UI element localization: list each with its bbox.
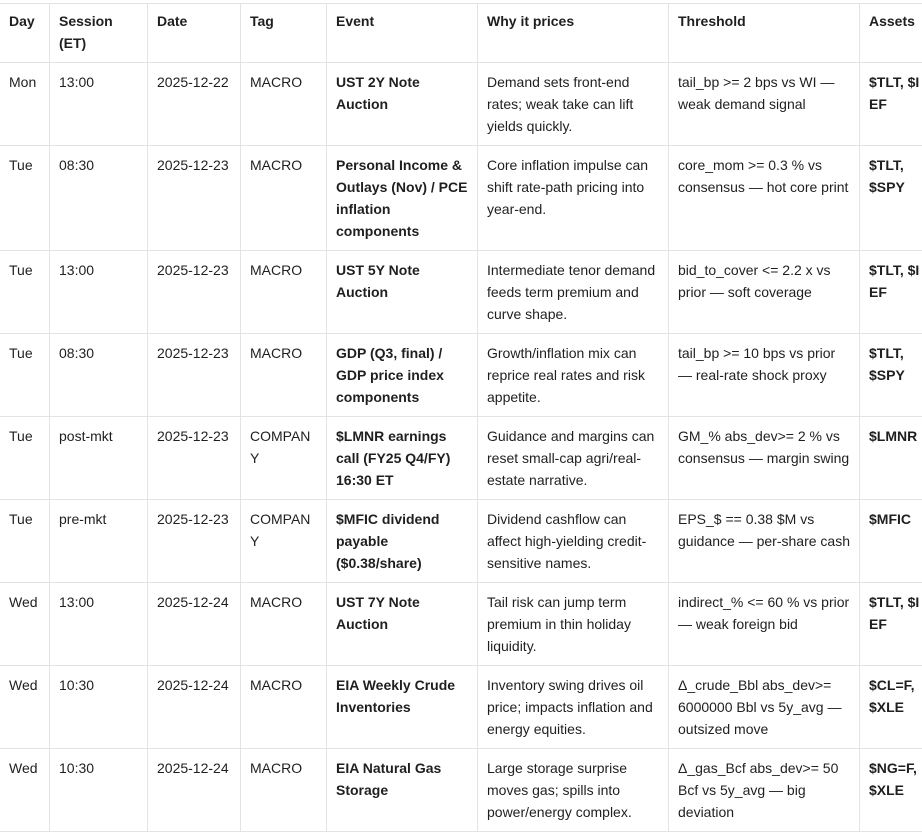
cell-session: pre-mkt <box>50 500 148 583</box>
cell-session: 13:00 <box>50 583 148 666</box>
cell-why: Demand sets front-end rates; weak take can lift yields quickly. <box>478 63 669 146</box>
cell-date: 2025-12-24 <box>148 666 241 749</box>
cell-date: 2025-12-24 <box>148 583 241 666</box>
cell-date: 2025-12-23 <box>148 146 241 251</box>
cell-threshold: GM_% abs_dev>= 2 % vs consensus — margin swing <box>669 417 860 500</box>
cell-session: 08:30 <box>50 146 148 251</box>
cell-event: $LMNR earnings call (FY25 Q4/FY) 16:30 ET <box>327 417 478 500</box>
cell-why: Large storage surprise moves gas; spills into power/energy complex. <box>478 749 669 832</box>
cell-tag: MACRO <box>241 583 327 666</box>
cell-assets: $MFIC <box>860 500 922 583</box>
cell-event: EIA Natural Gas Storage <box>327 749 478 832</box>
cell-date: 2025-12-24 <box>148 749 241 832</box>
cell-tag: MACRO <box>241 146 327 251</box>
header-session: Session (ET) <box>50 4 148 63</box>
cell-threshold: Δ_crude_Bbl abs_dev>= 6000000 Bbl vs 5y_avg — outsized move <box>669 666 860 749</box>
cell-why: Core inflation impulse can shift rate-path pricing into year-end. <box>478 146 669 251</box>
cell-day: Tue <box>0 146 50 251</box>
table-row <box>0 583 922 666</box>
table-row <box>0 417 922 500</box>
events-table <box>0 3 922 832</box>
cell-why: Growth/inflation mix can reprice real rates and risk appetite. <box>478 334 669 417</box>
cell-day: Tue <box>0 500 50 583</box>
cell-why: Guidance and margins can reset small-cap agri/real-estate narrative. <box>478 417 669 500</box>
cell-tag: MACRO <box>241 334 327 417</box>
cell-assets: $LMNR <box>860 417 922 500</box>
cell-date: 2025-12-23 <box>148 334 241 417</box>
cell-event: Personal Income & Outlays (Nov) / PCE inflation components <box>327 146 478 251</box>
header-threshold: Threshold <box>669 4 860 63</box>
cell-assets: $TLT, $IEF <box>860 583 922 666</box>
header-why: Why it prices <box>478 4 669 63</box>
cell-session: 08:30 <box>50 334 148 417</box>
cell-assets: $TLT, $SPY <box>860 146 922 251</box>
header-assets: Assets <box>860 4 922 63</box>
cell-day: Tue <box>0 251 50 334</box>
table-row <box>0 749 922 832</box>
cell-day: Mon <box>0 63 50 146</box>
cell-session: 10:30 <box>50 749 148 832</box>
cell-tag: MACRO <box>241 666 327 749</box>
table-row <box>0 500 922 583</box>
cell-event: UST 7Y Note Auction <box>327 583 478 666</box>
table-row <box>0 146 922 251</box>
cell-assets: $TLT, $IEF <box>860 251 922 334</box>
cell-day: Wed <box>0 749 50 832</box>
cell-threshold: core_mom >= 0.3 % vs consensus — hot core print <box>669 146 860 251</box>
cell-day: Wed <box>0 666 50 749</box>
cell-threshold: indirect_% <= 60 % vs prior — weak foreign bid <box>669 583 860 666</box>
table-row <box>0 63 922 146</box>
cell-event: EIA Weekly Crude Inventories <box>327 666 478 749</box>
table-row <box>0 666 922 749</box>
table-row <box>0 251 922 334</box>
table-row <box>0 334 922 417</box>
cell-event: UST 2Y Note Auction <box>327 63 478 146</box>
cell-date: 2025-12-22 <box>148 63 241 146</box>
cell-assets: $CL=F, $XLE <box>860 666 922 749</box>
cell-event: GDP (Q3, final) / GDP price index components <box>327 334 478 417</box>
header-tag: Tag <box>241 4 327 63</box>
cell-assets: $TLT, $SPY <box>860 334 922 417</box>
cell-date: 2025-12-23 <box>148 251 241 334</box>
cell-why: Dividend cashflow can affect high-yielding credit-sensitive names. <box>478 500 669 583</box>
cell-why: Inventory swing drives oil price; impacts inflation and energy equities. <box>478 666 669 749</box>
table-header-row <box>0 4 922 63</box>
cell-tag: COMPANY <box>241 500 327 583</box>
cell-session: 13:00 <box>50 63 148 146</box>
cell-session: 10:30 <box>50 666 148 749</box>
header-date: Date <box>148 4 241 63</box>
cell-session: 13:00 <box>50 251 148 334</box>
cell-assets: $TLT, $IEF <box>860 63 922 146</box>
cell-threshold: tail_bp >= 2 bps vs WI — weak demand signal <box>669 63 860 146</box>
cell-threshold: bid_to_cover <= 2.2 x vs prior — soft coverage <box>669 251 860 334</box>
cell-day: Tue <box>0 417 50 500</box>
cell-tag: MACRO <box>241 251 327 334</box>
cell-threshold: Δ_gas_Bcf abs_dev>= 50 Bcf vs 5y_avg — big deviation <box>669 749 860 832</box>
cell-date: 2025-12-23 <box>148 500 241 583</box>
cell-day: Wed <box>0 583 50 666</box>
cell-threshold: EPS_$ == 0.38 $M vs guidance — per-share cash <box>669 500 860 583</box>
cell-threshold: tail_bp >= 10 bps vs prior — real-rate shock proxy <box>669 334 860 417</box>
cell-day: Tue <box>0 334 50 417</box>
cell-tag: COMPANY <box>241 417 327 500</box>
header-day: Day <box>0 4 50 63</box>
cell-why: Tail risk can jump term premium in thin holiday liquidity. <box>478 583 669 666</box>
cell-event: $MFIC dividend payable ($0.38/share) <box>327 500 478 583</box>
cell-event: UST 5Y Note Auction <box>327 251 478 334</box>
header-event: Event <box>327 4 478 63</box>
cell-tag: MACRO <box>241 749 327 832</box>
cell-date: 2025-12-23 <box>148 417 241 500</box>
cell-why: Intermediate tenor demand feeds term premium and curve shape. <box>478 251 669 334</box>
cell-tag: MACRO <box>241 63 327 146</box>
cell-assets: $NG=F, $XLE <box>860 749 922 832</box>
cell-session: post-mkt <box>50 417 148 500</box>
